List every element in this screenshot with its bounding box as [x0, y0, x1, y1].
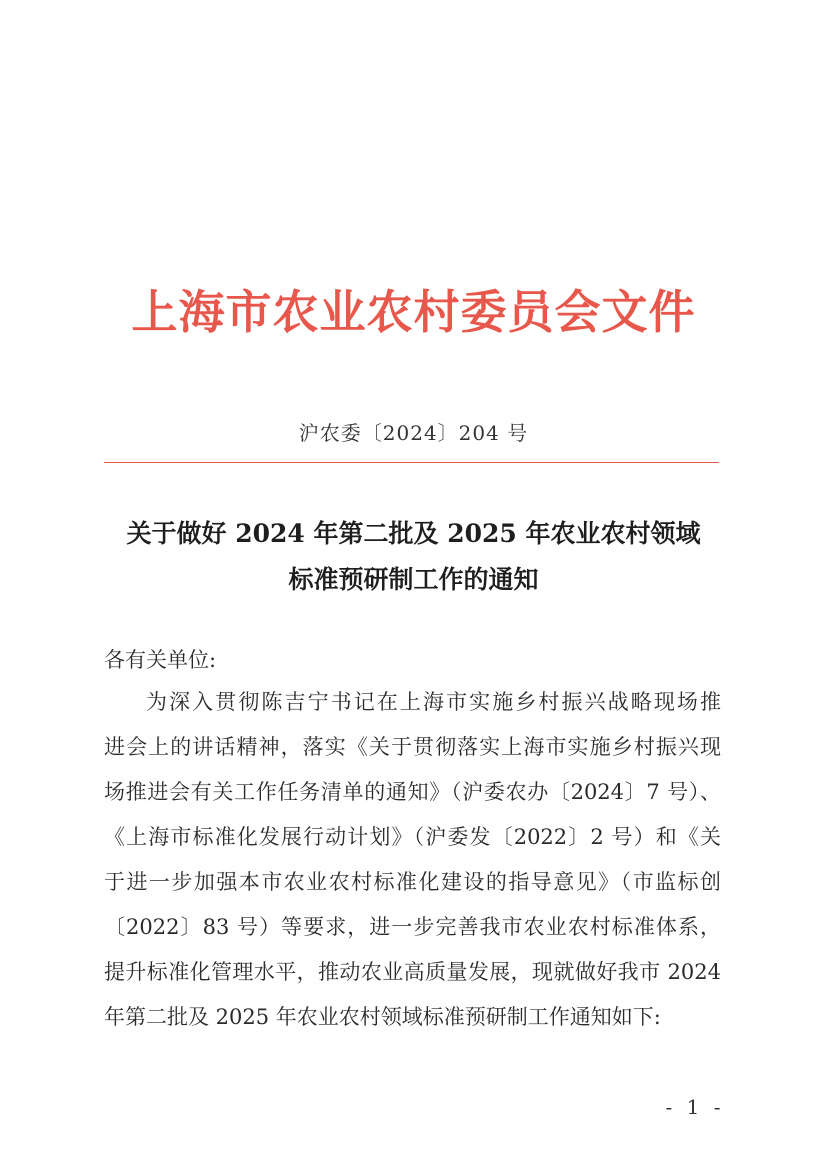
body-paragraph-line: 年第二批及 2025 年农业农村领域标准预研制工作通知如下: — [104, 1005, 661, 1029]
body-paragraph-line: 提升标准化管理水平，推动农业高质量发展，现就做好我市 2024 — [104, 960, 721, 984]
notice-title-line-2: 标准预研制工作的通知 — [288, 565, 539, 594]
document-number: 沪农委〔2024〕204 号 — [298, 421, 529, 445]
notice-title-line-1: 关于做好 2024 年第二批及 2025 年农业农村领域 — [126, 519, 701, 548]
page-number: - 1 - — [665, 1095, 725, 1119]
body-paragraph-line: 场推进会有关工作任务清单的通知》（沪委农办〔2024〕7 号）、 — [104, 780, 721, 804]
body-paragraph-line: 《上海市标准化发展行动计划》（沪委发〔2022〕2 号）和《关 — [104, 825, 721, 849]
red-divider-line — [104, 462, 719, 463]
body-paragraph-line: 〔2022〕83 号）等要求，进一步完善我市农业农村标准体系， — [104, 915, 721, 939]
document-banner-title: 上海市农业农村委员会文件 — [131, 285, 696, 339]
body-paragraph-line: 于进一步加强本市农业农村标准化建设的指导意见》（市监标创 — [104, 870, 721, 894]
salutation: 各有关单位: — [104, 648, 217, 672]
body-paragraph-line: 进会上的讲话精神，落实《关于贯彻落实上海市实施乡村振兴现 — [104, 735, 721, 759]
body-paragraph-line: 为深入贯彻陈吉宁书记在上海市实施乡村振兴战略现场推 — [146, 690, 721, 714]
